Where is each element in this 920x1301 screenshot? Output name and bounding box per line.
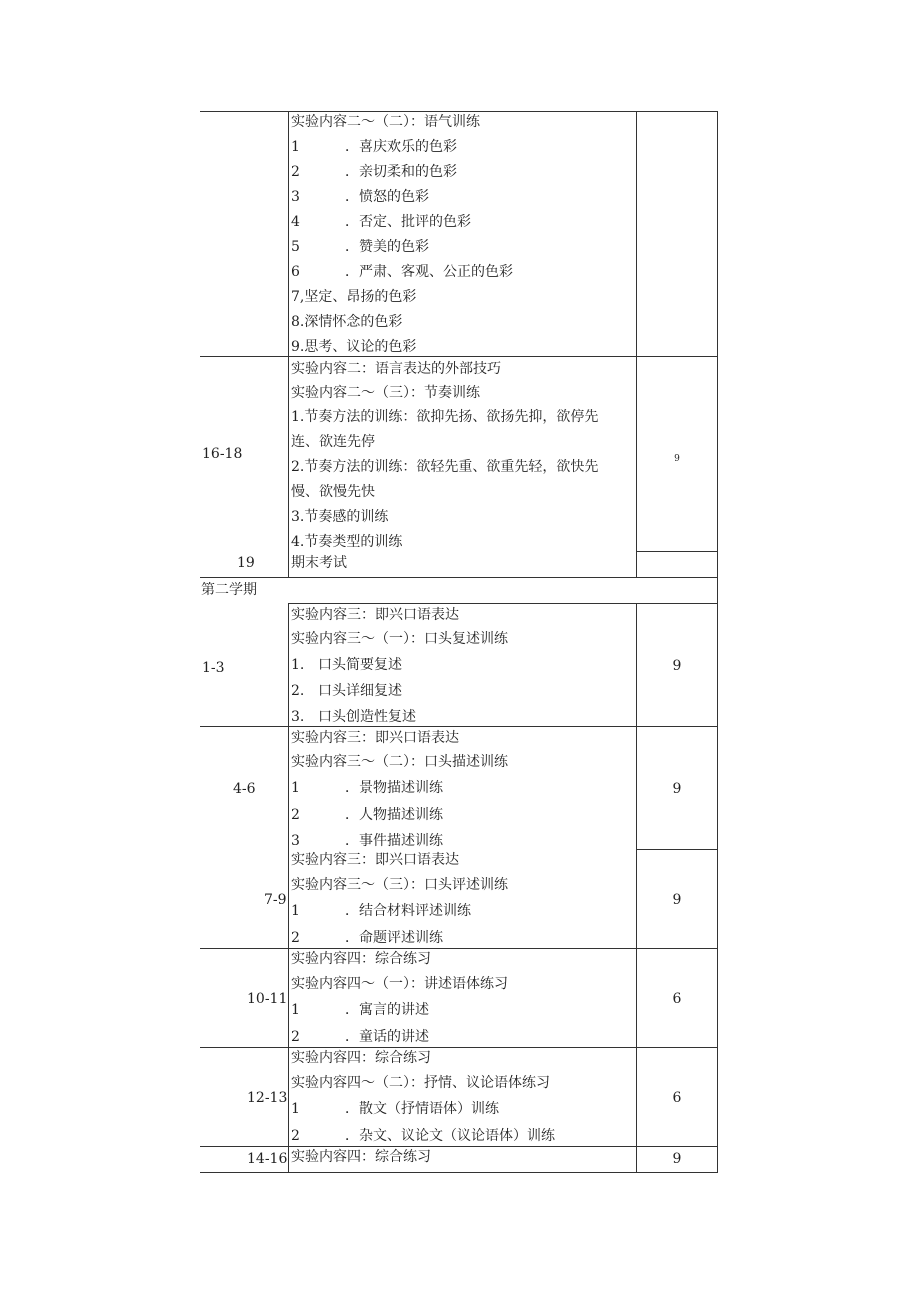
line-text: ．人物描述训练 [345, 807, 443, 823]
line-text: 1.节奏方法的训练：欲抑先扬、欲扬先抑，欲停先 [291, 409, 599, 425]
line-text: 实验内容四～（二）：抒情、议论语体练习 [291, 1075, 550, 1091]
row-line [291, 360, 501, 378]
row-line [291, 533, 402, 551]
line-text: 2.节奏方法的训练：欲轻先重、欲重先轻，欲快先 [291, 459, 599, 475]
row-divider [200, 948, 718, 949]
line-text: 实验内容三～（二）：口头描述训练 [291, 754, 508, 770]
row-line [291, 806, 443, 824]
week-cell: 19 [237, 555, 255, 571]
line-number: 3 [291, 833, 300, 849]
week-cell: 14-16 [247, 1151, 288, 1167]
line-text: 实验内容四：综合练习 [291, 1050, 431, 1066]
line-number: 1. [291, 657, 305, 673]
line-text: 口头创造性复述 [318, 709, 416, 725]
row-line [291, 1028, 429, 1046]
row-line [291, 753, 508, 771]
line-text: 4.节奏类型的训练 [291, 534, 403, 550]
row-divider [636, 849, 718, 850]
row-line [291, 682, 402, 700]
row-line [291, 113, 480, 131]
row-divider [200, 1047, 718, 1048]
line-text: 口头简要复述 [318, 657, 402, 673]
row-line [291, 902, 471, 920]
row-line [291, 138, 457, 156]
line-number: 6 [291, 264, 300, 280]
week-cell: 16-18 [202, 446, 243, 462]
line-text: 实验内容四～（一）：讲述语体练习 [291, 976, 508, 992]
row-line [291, 1001, 429, 1019]
row-line [291, 630, 508, 648]
line-text: 7,坚定、昂扬的色彩 [291, 289, 417, 305]
week-cell: 10-11 [247, 991, 288, 1007]
row-line [291, 188, 429, 206]
line-text: 实验内容二～（二）：语气训练 [291, 114, 480, 130]
line-text: ．杂文、议论文（议论语体）训练 [345, 1128, 555, 1144]
column-divider [636, 603, 637, 1172]
line-text: ．命题评述训练 [345, 930, 443, 946]
row-line [291, 876, 508, 894]
line-text: ．寓言的讲述 [345, 1002, 429, 1018]
line-text: 8.深情怀念的色彩 [291, 314, 403, 330]
row-line [291, 313, 402, 331]
column-divider [288, 111, 289, 577]
line-number: 1 [291, 903, 300, 919]
week-cell: 1-3 [202, 660, 225, 676]
line-number: 3. [291, 709, 305, 725]
row-line [291, 408, 598, 426]
row-line [291, 384, 480, 402]
line-text: 实验内容三：即兴口语表达 [291, 730, 459, 746]
week-cell: 4-6 [233, 781, 256, 797]
line-number: 1 [291, 780, 300, 796]
row-line [291, 729, 459, 747]
row-divider [200, 1146, 718, 1147]
line-text: ．严肃、客观、公正的色彩 [345, 264, 513, 280]
row-line [291, 213, 471, 231]
line-text: ．事件描述训练 [345, 833, 443, 849]
row-divider [288, 603, 718, 604]
row-line [291, 238, 429, 256]
line-text: ．喜庆欢乐的色彩 [345, 139, 457, 155]
row-line [291, 851, 459, 869]
row-divider [200, 577, 718, 578]
row-line [291, 832, 443, 850]
row-divider [200, 726, 718, 727]
line-text: ．愤怒的色彩 [345, 189, 429, 205]
line-text: ．否定、批评的色彩 [345, 214, 471, 230]
line-text: ．结合材料评述训练 [345, 903, 471, 919]
row-divider [636, 551, 718, 552]
line-text: 慢、欲慢先快 [291, 484, 375, 500]
line-number: 1 [291, 139, 300, 155]
hours-cell: 9 [672, 658, 682, 674]
column-divider [288, 603, 289, 1172]
line-text: 实验内容二：语言表达的外部技巧 [291, 361, 501, 377]
week-cell: 12-13 [247, 1090, 288, 1106]
row-line [291, 950, 431, 968]
row-line [291, 508, 388, 526]
line-number: 2 [291, 164, 300, 180]
line-number: 2. [291, 683, 305, 699]
line-text: 实验内容三：即兴口语表达 [291, 607, 459, 623]
line-text: 9.思考、议论的色彩 [291, 339, 417, 355]
line-number: 2 [291, 1029, 300, 1045]
row-line [291, 288, 416, 306]
line-number: 5 [291, 239, 300, 255]
row-line [291, 975, 508, 993]
row-line [291, 554, 347, 572]
row-line [291, 1148, 431, 1166]
line-number: 2 [291, 930, 300, 946]
line-number: 4 [291, 214, 300, 230]
line-number: 1 [291, 1002, 300, 1018]
line-text: 实验内容四：综合练习 [291, 1149, 431, 1165]
week-cell: 7-9 [264, 892, 287, 908]
row-line [291, 1049, 431, 1067]
row-line [291, 929, 443, 947]
row-line [291, 1127, 555, 1145]
column-divider [636, 111, 637, 577]
row-line [291, 1100, 499, 1118]
hours-cell: 6 [672, 1090, 682, 1106]
hours-cell: 6 [672, 991, 682, 1007]
row-line [291, 433, 375, 451]
hours-cell: 9 [672, 781, 682, 797]
row-line [291, 708, 416, 726]
row-line [291, 779, 443, 797]
line-text: 实验内容三：即兴口语表达 [291, 852, 459, 868]
line-text: ．童话的讲述 [345, 1029, 429, 1045]
row-line [291, 483, 375, 501]
line-text: 实验内容三～（三）：口头评述训练 [291, 877, 508, 893]
hours-cell: 9 [672, 1151, 682, 1167]
row-line [291, 656, 402, 674]
line-number: 2 [291, 1128, 300, 1144]
row-line [291, 458, 598, 476]
line-text: 口头详细复述 [318, 683, 402, 699]
line-text: 连、欲连先停 [291, 434, 375, 450]
line-text: 期末考试 [291, 555, 347, 571]
row-line [291, 1074, 550, 1092]
line-number: 1 [291, 1101, 300, 1117]
row-divider [200, 356, 718, 357]
line-text: 3.节奏感的训练 [291, 509, 389, 525]
line-text: 实验内容四：综合练习 [291, 951, 431, 967]
line-text: ．亲切柔和的色彩 [345, 164, 457, 180]
semester-heading: 第二学期 [201, 582, 257, 598]
row-line [291, 338, 416, 356]
line-text: 实验内容二～（三）：节奏训练 [291, 385, 480, 401]
row-line [291, 163, 457, 181]
line-text: 实验内容三～（一）：口头复述训练 [291, 631, 508, 647]
table-top-border [200, 111, 718, 112]
line-number: 3 [291, 189, 300, 205]
row-line [291, 606, 459, 624]
line-text: ．景物描述训练 [345, 780, 443, 796]
line-number: 2 [291, 807, 300, 823]
table-bottom-border [200, 1172, 718, 1173]
hours-cell: 9 [674, 454, 680, 464]
hours-cell: 9 [672, 892, 682, 908]
table-right-border [717, 111, 718, 1172]
row-line [291, 263, 513, 281]
line-text: ．散文（抒情语体）训练 [345, 1101, 499, 1117]
line-text: ．赞美的色彩 [345, 239, 429, 255]
